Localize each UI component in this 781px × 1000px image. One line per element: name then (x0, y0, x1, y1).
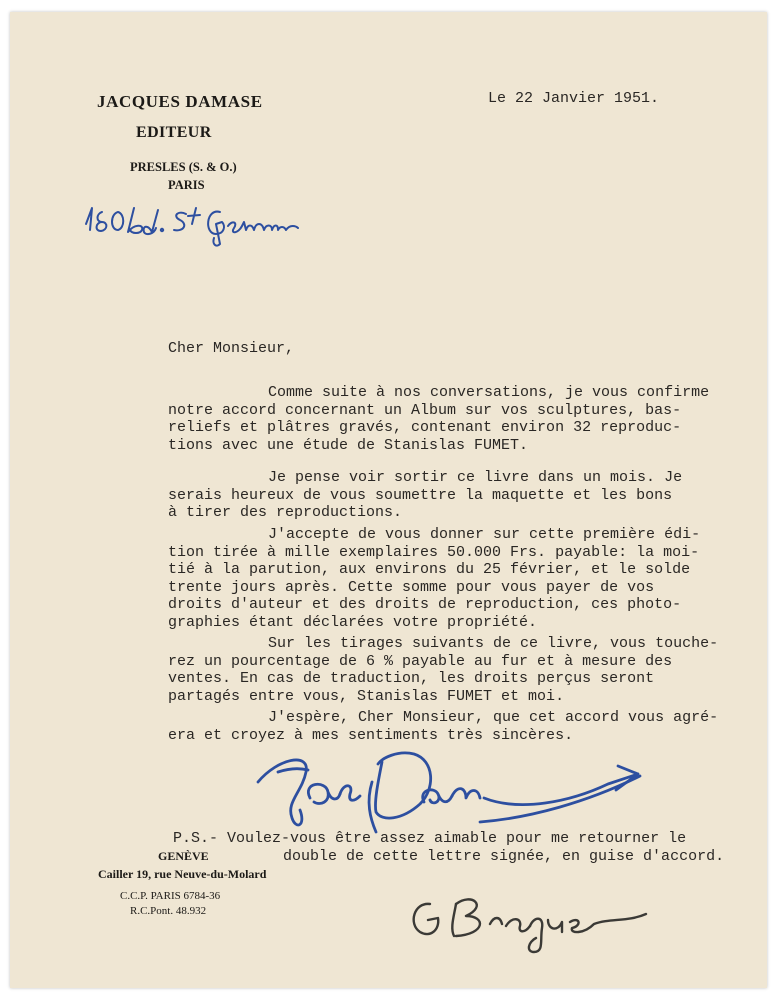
paragraph-line: à tirer des reproductions. (168, 504, 403, 521)
footer-ccp: C.C.P. PARIS 6784-36 (120, 890, 221, 902)
paragraph-line: reliefs et plâtres gravés, contenant environ 32 reproduc- (168, 419, 682, 436)
paragraph-line: trente jours après. Cette somme pour vous payer de vos (168, 578, 655, 596)
paragraph-line: Comme suite à nos conversations, je vous confirme (268, 384, 710, 401)
footer-rc: R.C.Pont. 48.932 (130, 905, 207, 917)
letter-date: Le 22 Janvier 1951. (488, 90, 660, 107)
footer-city: GENÈVE (158, 849, 209, 863)
letterhead-role: EDITEUR (136, 124, 212, 141)
handwritten-address (86, 208, 298, 246)
paragraph-line: notre accord concernant un Album sur vos sculptures, bas- (168, 401, 682, 419)
letterhead-city: PARIS (168, 178, 205, 192)
footer-address: Cailler 19, rue Neuve-du-Molard (98, 867, 267, 881)
postscript-line: double de cette lettre signée, en guise d'accord. (283, 847, 725, 865)
paragraph-line: J'accepte de vous donner sur cette première édi- (268, 526, 701, 543)
paragraph-line: droits d'auteur et des droits de reproduction, ces photo- (168, 596, 682, 613)
paragraph-line: rez un pourcentage de 6 % payable au fur et à mesure des (168, 652, 673, 670)
letterhead-town: PRESLES (S. & O.) (130, 160, 237, 174)
handwriting-layer (10, 12, 767, 988)
paragraph-line: era et croyez à mes sentiments très sincères. (168, 726, 574, 744)
paragraph-line: tié à la parution, aux environs du 25 février, et le solde (168, 561, 691, 578)
paragraph-line: ventes. En cas de traduction, les droits perçus seront (168, 670, 655, 687)
signature-recipient-mark (414, 899, 646, 952)
paragraph-line: partagés entre vous, Stanislas FUMET et moi. (168, 687, 565, 705)
paragraph-line: Sur les tirages suivants de ce livre, vous touche- (268, 635, 719, 652)
paragraph-line: serais heureux de vous soumettre la maquette et les bons (168, 486, 673, 504)
paragraph-line: J'espère, Cher Monsieur, que cet accord vous agré- (268, 709, 719, 726)
paragraph-line: tions avec une étude de Stanislas FUMET. (168, 436, 529, 454)
paragraph-line: Je pense voir sortir ce livre dans un mois. Je (268, 469, 683, 486)
paragraph-line: tion tirée à mille exemplaires 50.000 Frs. payable: la moi- (168, 543, 700, 561)
paragraph-line: graphies étant déclarées votre propriété. (168, 613, 538, 631)
salutation: Cher Monsieur, (168, 340, 295, 357)
letter-sheet (10, 12, 767, 988)
postscript-line: P.S.- Voulez-vous être assez aimable pour me retourner le (173, 830, 687, 847)
letterhead-publisher: JACQUES DAMASE (97, 92, 263, 111)
signature-sender-mark (258, 753, 640, 832)
